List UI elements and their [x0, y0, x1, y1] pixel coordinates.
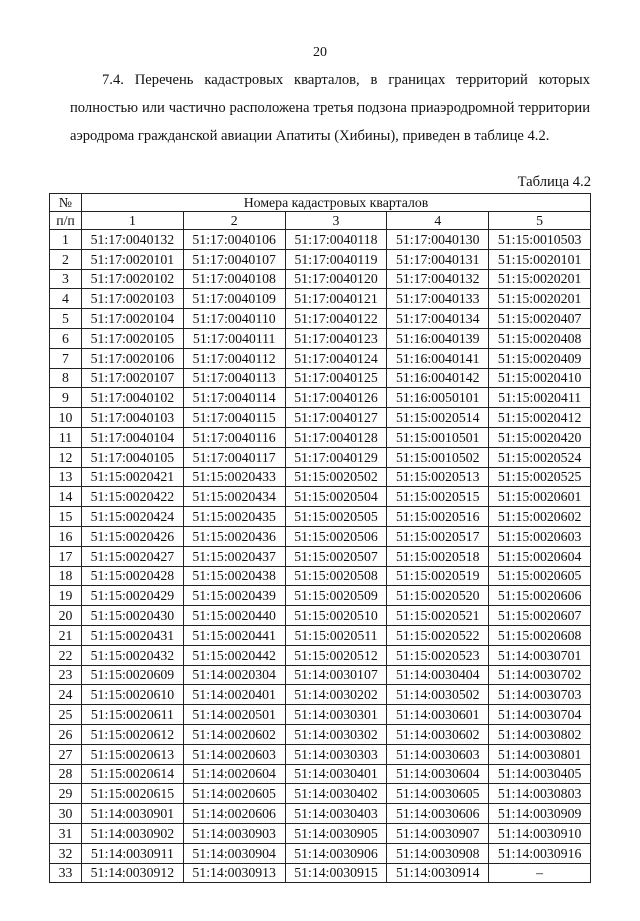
cadastral-number-cell: 51:16:0050101	[387, 388, 489, 408]
row-number-cell: 28	[50, 764, 82, 784]
row-number-cell: 2	[50, 249, 82, 269]
cadastral-number-cell: 51:14:0030202	[285, 685, 387, 705]
row-number-cell: 29	[50, 784, 82, 804]
cadastral-number-cell: 51:15:0020506	[285, 526, 387, 546]
row-number-cell: 31	[50, 823, 82, 843]
cadastral-number-cell: 51:14:0030905	[285, 823, 387, 843]
table-row	[50, 408, 591, 428]
cadastral-number-cell: 51:15:0020436	[183, 526, 285, 546]
table-row	[50, 744, 591, 764]
cadastral-number-cell: 51:15:0020432	[82, 645, 184, 665]
table-row	[50, 487, 591, 507]
table-row	[50, 230, 591, 250]
column-header: 4	[387, 212, 489, 230]
cadastral-number-cell: 51:14:0030911	[82, 843, 184, 863]
cadastral-number-cell: 51:15:0020514	[387, 408, 489, 428]
cadastral-number-cell: 51:17:0040109	[183, 289, 285, 309]
cadastral-number-cell: 51:14:0020401	[183, 685, 285, 705]
cadastral-number-cell: 51:17:0020106	[82, 348, 184, 368]
cadastral-number-cell: 51:17:0040108	[183, 269, 285, 289]
row-number-cell: 23	[50, 665, 82, 685]
cadastral-number-cell: 51:14:0030302	[285, 724, 387, 744]
row-number-cell: 20	[50, 606, 82, 626]
number-header-top: №	[50, 194, 82, 212]
row-number-cell: 3	[50, 269, 82, 289]
cadastral-number-cell: 51:17:0040132	[82, 230, 184, 250]
cadastral-number-cell: 51:15:0020435	[183, 507, 285, 527]
table-row	[50, 467, 591, 487]
group-header: Номера кадастровых кварталов	[82, 194, 591, 212]
cadastral-number-cell: 51:15:0010503	[489, 230, 591, 250]
cadastral-number-cell: 51:17:0040116	[183, 427, 285, 447]
cadastral-number-cell: 51:17:0040126	[285, 388, 387, 408]
cadastral-number-cell: 51:15:0020430	[82, 606, 184, 626]
intro-paragraph: 7.4. Перечень кадастровых кварталов, в границах территорий которых полностью или частично расположена третья подзона приаэродромной территории аэродрома гражданской авиации Апатиты (Хибины), приведен в таблице 4.2.	[70, 72, 590, 144]
cadastral-number-cell: 51:14:0030603	[387, 744, 489, 764]
table-row	[50, 546, 591, 566]
row-number-cell: 24	[50, 685, 82, 705]
cadastral-number-cell: 51:15:0020431	[82, 625, 184, 645]
cadastral-number-cell: 51:14:0030604	[387, 764, 489, 784]
table-row	[50, 606, 591, 626]
cadastral-number-cell: 51:17:0040121	[285, 289, 387, 309]
row-number-cell: 1	[50, 230, 82, 250]
cadastral-number-cell: 51:15:0020519	[387, 566, 489, 586]
cadastral-number-cell: 51:14:0030916	[489, 843, 591, 863]
cadastral-number-cell: 51:17:0040124	[285, 348, 387, 368]
cadastral-number-cell: 51:14:0030606	[387, 804, 489, 824]
cadastral-number-cell: 51:15:0020522	[387, 625, 489, 645]
cadastral-number-cell: 51:14:0030912	[82, 863, 184, 883]
cadastral-number-cell: 51:15:0020201	[489, 269, 591, 289]
cadastral-number-cell: 51:16:0040139	[387, 328, 489, 348]
row-number-cell: 8	[50, 368, 82, 388]
row-number-cell: 21	[50, 625, 82, 645]
row-number-cell: 4	[50, 289, 82, 309]
cadastral-number-cell: 51:15:0020433	[183, 467, 285, 487]
cadastral-number-cell: 51:15:0020611	[82, 705, 184, 725]
cadastral-number-cell: 51:15:0020411	[489, 388, 591, 408]
table-row	[50, 427, 591, 447]
table-row	[50, 269, 591, 289]
cadastral-number-cell: 51:15:0010502	[387, 447, 489, 467]
row-number-cell: 26	[50, 724, 82, 744]
cadastral-number-cell: 51:15:0020520	[387, 586, 489, 606]
cadastral-number-cell: 51:17:0040125	[285, 368, 387, 388]
cadastral-number-cell: 51:14:0020603	[183, 744, 285, 764]
cadastral-number-cell: 51:15:0020442	[183, 645, 285, 665]
cadastral-number-cell: 51:15:0020517	[387, 526, 489, 546]
cadastral-number-cell: 51:15:0020420	[489, 427, 591, 447]
cadastral-number-cell: 51:15:0020610	[82, 685, 184, 705]
cadastral-number-cell: 51:17:0040110	[183, 309, 285, 329]
cadastral-number-cell: 51:17:0040120	[285, 269, 387, 289]
cadastral-number-cell: 51:17:0040128	[285, 427, 387, 447]
table-row	[50, 665, 591, 685]
cadastral-number-cell: 51:15:0010501	[387, 427, 489, 447]
row-number-cell: 16	[50, 526, 82, 546]
cadastral-number-cell: 51:14:0030502	[387, 685, 489, 705]
cadastral-number-cell: 51:14:0030910	[489, 823, 591, 843]
table-row	[50, 348, 591, 368]
cadastral-number-cell: 51:17:0020101	[82, 249, 184, 269]
row-number-cell: 33	[50, 863, 82, 883]
cadastral-number-cell: 51:17:0040118	[285, 230, 387, 250]
cadastral-number-cell: 51:14:0030704	[489, 705, 591, 725]
cadastral-number-cell: 51:14:0030909	[489, 804, 591, 824]
cadastral-number-cell: 51:15:0020510	[285, 606, 387, 626]
cadastral-number-cell: 51:15:0020421	[82, 467, 184, 487]
cadastral-number-cell: 51:14:0030802	[489, 724, 591, 744]
cadastral-number-cell: 51:15:0020441	[183, 625, 285, 645]
cadastral-number-cell: 51:14:0030703	[489, 685, 591, 705]
cadastral-number-cell: 51:15:0020429	[82, 586, 184, 606]
cadastral-number-cell: 51:14:0030904	[183, 843, 285, 863]
row-number-cell: 9	[50, 388, 82, 408]
cadastral-number-cell: 51:17:0040132	[387, 269, 489, 289]
cadastral-number-cell: 51:14:0030801	[489, 744, 591, 764]
row-number-cell: 14	[50, 487, 82, 507]
cadastral-number-cell: 51:15:0020606	[489, 586, 591, 606]
cadastral-number-cell: 51:14:0030601	[387, 705, 489, 725]
cadastral-number-cell: 51:15:0020601	[489, 487, 591, 507]
cadastral-number-cell: 51:17:0040113	[183, 368, 285, 388]
cadastral-number-cell: 51:17:0040119	[285, 249, 387, 269]
row-number-cell: 19	[50, 586, 82, 606]
cadastral-number-cell: 51:15:0020502	[285, 467, 387, 487]
cadastral-number-cell: 51:14:0030602	[387, 724, 489, 744]
cadastral-number-cell: 51:17:0040117	[183, 447, 285, 467]
cadastral-number-cell: 51:14:0030701	[489, 645, 591, 665]
cadastral-number-cell: 51:17:0040106	[183, 230, 285, 250]
cadastral-number-cell: 51:14:0030915	[285, 863, 387, 883]
cadastral-number-cell: 51:14:0030913	[183, 863, 285, 883]
cadastral-number-cell: 51:15:0020515	[387, 487, 489, 507]
table-header-row	[50, 194, 591, 212]
row-number-cell: 18	[50, 566, 82, 586]
cadastral-number-cell: 51:15:0020408	[489, 328, 591, 348]
cadastral-number-cell: 51:15:0020513	[387, 467, 489, 487]
table-row	[50, 645, 591, 665]
cadastral-number-cell: 51:15:0020524	[489, 447, 591, 467]
cadastral-number-cell: 51:15:0020437	[183, 546, 285, 566]
cadastral-number-cell: 51:14:0030404	[387, 665, 489, 685]
cadastral-number-cell: 51:17:0040123	[285, 328, 387, 348]
cadastral-number-cell: 51:17:0040104	[82, 427, 184, 447]
row-number-cell: 17	[50, 546, 82, 566]
cadastral-number-cell: 51:15:0020508	[285, 566, 387, 586]
table-row	[50, 388, 591, 408]
cadastral-number-cell: 51:15:0020412	[489, 408, 591, 428]
row-number-cell: 12	[50, 447, 82, 467]
table-row	[50, 823, 591, 843]
cadastral-number-cell: 51:14:0020605	[183, 784, 285, 804]
table-row	[50, 863, 591, 883]
cadastral-number-cell: 51:14:0030902	[82, 823, 184, 843]
table-row	[50, 328, 591, 348]
cadastral-number-cell: 51:15:0020525	[489, 467, 591, 487]
cadastral-number-cell: –	[489, 863, 591, 883]
cadastral-number-cell: 51:14:0020602	[183, 724, 285, 744]
cadastral-number-cell: 51:14:0030901	[82, 804, 184, 824]
cadastral-number-cell: 51:14:0030903	[183, 823, 285, 843]
table-row	[50, 764, 591, 784]
cadastral-number-cell: 51:14:0030402	[285, 784, 387, 804]
table-subheader-row	[50, 212, 591, 230]
cadastral-number-cell: 51:17:0040105	[82, 447, 184, 467]
table-row	[50, 526, 591, 546]
row-number-cell: 32	[50, 843, 82, 863]
table-row	[50, 566, 591, 586]
cadastral-number-cell: 51:17:0040103	[82, 408, 184, 428]
cadastral-number-cell: 51:15:0020407	[489, 309, 591, 329]
table-body	[50, 230, 591, 883]
cadastral-number-cell: 51:15:0020613	[82, 744, 184, 764]
cadastral-number-cell: 51:14:0030906	[285, 843, 387, 863]
cadastral-number-cell: 51:15:0020505	[285, 507, 387, 527]
cadastral-number-cell: 51:15:0020512	[285, 645, 387, 665]
cadastral-number-cell: 51:15:0020409	[489, 348, 591, 368]
cadastral-number-cell: 51:14:0020501	[183, 705, 285, 725]
cadastral-number-cell: 51:15:0020511	[285, 625, 387, 645]
cadastral-number-cell: 51:17:0020107	[82, 368, 184, 388]
cadastral-number-cell: 51:16:0040142	[387, 368, 489, 388]
cadastral-number-cell: 51:17:0040129	[285, 447, 387, 467]
table-caption: Таблица 4.2	[517, 174, 591, 190]
cadastral-number-cell: 51:14:0020606	[183, 804, 285, 824]
cadastral-number-cell: 51:14:0030403	[285, 804, 387, 824]
cadastral-number-cell: 51:15:0020609	[82, 665, 184, 685]
cadastral-number-cell: 51:15:0020422	[82, 487, 184, 507]
cadastral-number-cell: 51:15:0020604	[489, 546, 591, 566]
cadastral-number-cell: 51:14:0030605	[387, 784, 489, 804]
cadastral-number-cell: 51:14:0030702	[489, 665, 591, 685]
cadastral-number-cell: 51:17:0040102	[82, 388, 184, 408]
cadastral-number-cell: 51:15:0020612	[82, 724, 184, 744]
cadastral-number-cell: 51:17:0040115	[183, 408, 285, 428]
table-row	[50, 784, 591, 804]
cadastral-number-cell: 51:15:0020523	[387, 645, 489, 665]
cadastral-number-cell: 51:17:0040114	[183, 388, 285, 408]
row-number-cell: 11	[50, 427, 82, 447]
cadastral-number-cell: 51:15:0020201	[489, 289, 591, 309]
cadastral-number-cell: 51:14:0030107	[285, 665, 387, 685]
cadastral-number-cell: 51:17:0040107	[183, 249, 285, 269]
cadastral-number-cell: 51:14:0030803	[489, 784, 591, 804]
cadastral-number-cell: 51:17:0020103	[82, 289, 184, 309]
cadastral-number-cell: 51:15:0020507	[285, 546, 387, 566]
cadastral-number-cell: 51:14:0030301	[285, 705, 387, 725]
table-row	[50, 843, 591, 863]
cadastral-number-cell: 51:17:0040111	[183, 328, 285, 348]
cadastral-number-cell: 51:14:0030907	[387, 823, 489, 843]
cadastral-number-cell: 51:17:0040122	[285, 309, 387, 329]
cadastral-number-cell: 51:15:0020615	[82, 784, 184, 804]
number-header-bottom: п/п	[50, 212, 82, 230]
cadastral-number-cell: 51:16:0040141	[387, 348, 489, 368]
cadastral-number-cell: 51:17:0040133	[387, 289, 489, 309]
table-row	[50, 249, 591, 269]
cadastral-number-cell: 51:15:0020428	[82, 566, 184, 586]
row-number-cell: 5	[50, 309, 82, 329]
cadastral-number-cell: 51:17:0040134	[387, 309, 489, 329]
column-header: 1	[82, 212, 184, 230]
table-row	[50, 507, 591, 527]
table-row	[50, 368, 591, 388]
cadastral-number-cell: 51:17:0040112	[183, 348, 285, 368]
cadastral-number-cell: 51:15:0020434	[183, 487, 285, 507]
cadastral-number-cell: 51:15:0020602	[489, 507, 591, 527]
cadastral-number-cell: 51:14:0020604	[183, 764, 285, 784]
cadastral-number-cell: 51:17:0040127	[285, 408, 387, 428]
cadastral-number-cell: 51:17:0020104	[82, 309, 184, 329]
table-row	[50, 724, 591, 744]
cadastral-number-cell: 51:15:0020603	[489, 526, 591, 546]
cadastral-number-cell: 51:15:0020410	[489, 368, 591, 388]
cadastral-number-cell: 51:15:0020608	[489, 625, 591, 645]
cadastral-quarters-table	[49, 193, 591, 883]
cadastral-number-cell: 51:15:0020439	[183, 586, 285, 606]
cadastral-number-cell: 51:15:0020427	[82, 546, 184, 566]
cadastral-number-cell: 51:15:0020101	[489, 249, 591, 269]
cadastral-number-cell: 51:14:0030914	[387, 863, 489, 883]
cadastral-number-cell: 51:17:0040130	[387, 230, 489, 250]
table-row	[50, 289, 591, 309]
cadastral-number-cell: 51:15:0020607	[489, 606, 591, 626]
cadastral-number-cell: 51:15:0020438	[183, 566, 285, 586]
table-row	[50, 586, 591, 606]
column-header: 5	[489, 212, 591, 230]
cadastral-number-cell: 51:17:0020102	[82, 269, 184, 289]
table-row	[50, 309, 591, 329]
table-row	[50, 705, 591, 725]
table-row	[50, 625, 591, 645]
cadastral-number-cell: 51:15:0020605	[489, 566, 591, 586]
cadastral-number-cell: 51:15:0020521	[387, 606, 489, 626]
cadastral-number-cell: 51:15:0020516	[387, 507, 489, 527]
cadastral-number-cell: 51:15:0020509	[285, 586, 387, 606]
row-number-cell: 15	[50, 507, 82, 527]
cadastral-number-cell: 51:14:0030405	[489, 764, 591, 784]
row-number-cell: 27	[50, 744, 82, 764]
column-header: 2	[183, 212, 285, 230]
cadastral-number-cell: 51:15:0020518	[387, 546, 489, 566]
cadastral-number-cell: 51:14:0030303	[285, 744, 387, 764]
table-row	[50, 804, 591, 824]
row-number-cell: 6	[50, 328, 82, 348]
row-number-cell: 13	[50, 467, 82, 487]
table-row	[50, 447, 591, 467]
cadastral-number-cell: 51:14:0030908	[387, 843, 489, 863]
cadastral-number-cell: 51:15:0020426	[82, 526, 184, 546]
row-number-cell: 22	[50, 645, 82, 665]
page-number: 20	[313, 45, 327, 60]
cadastral-number-cell: 51:15:0020440	[183, 606, 285, 626]
row-number-cell: 7	[50, 348, 82, 368]
cadastral-number-cell: 51:14:0020304	[183, 665, 285, 685]
cadastral-number-cell: 51:14:0030401	[285, 764, 387, 784]
row-number-cell: 10	[50, 408, 82, 428]
cadastral-number-cell: 51:17:0020105	[82, 328, 184, 348]
row-number-cell: 30	[50, 804, 82, 824]
cadastral-number-cell: 51:15:0020424	[82, 507, 184, 527]
row-number-cell: 25	[50, 705, 82, 725]
cadastral-number-cell: 51:15:0020614	[82, 764, 184, 784]
cadastral-number-cell: 51:17:0040131	[387, 249, 489, 269]
table-row	[50, 685, 591, 705]
column-header: 3	[285, 212, 387, 230]
cadastral-number-cell: 51:15:0020504	[285, 487, 387, 507]
